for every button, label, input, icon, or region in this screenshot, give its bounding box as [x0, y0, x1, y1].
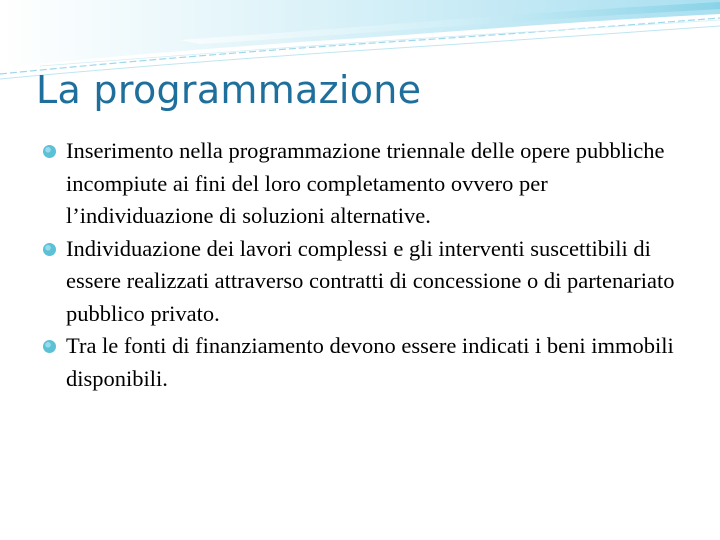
- bullet-item: [40, 135, 700, 233]
- circle-bullet-icon: [42, 339, 57, 354]
- bullet-text: Individuazione dei lavori complessi e gli interventi suscettibili di essere realizzati attraverso contratti di concessione o di partenariato pubblico privato.: [66, 235, 675, 326]
- bullet-text: Inserimento nella programmazione triennale delle opere pubbliche incompiute ai fini del loro completamento ovvero per l’individuazione di soluzioni alternative.: [66, 138, 665, 228]
- bullet-text: Tra le fonti di finanziamento devono essere indicati i beni immobili disponibili.: [66, 333, 674, 391]
- circle-bullet-icon: [42, 242, 57, 257]
- bullet-item: [40, 233, 700, 331]
- slide-title: La programmazione: [36, 68, 422, 112]
- bullet-item: [40, 330, 700, 395]
- bullet-list: [40, 135, 700, 395]
- circle-bullet-icon: [42, 144, 57, 159]
